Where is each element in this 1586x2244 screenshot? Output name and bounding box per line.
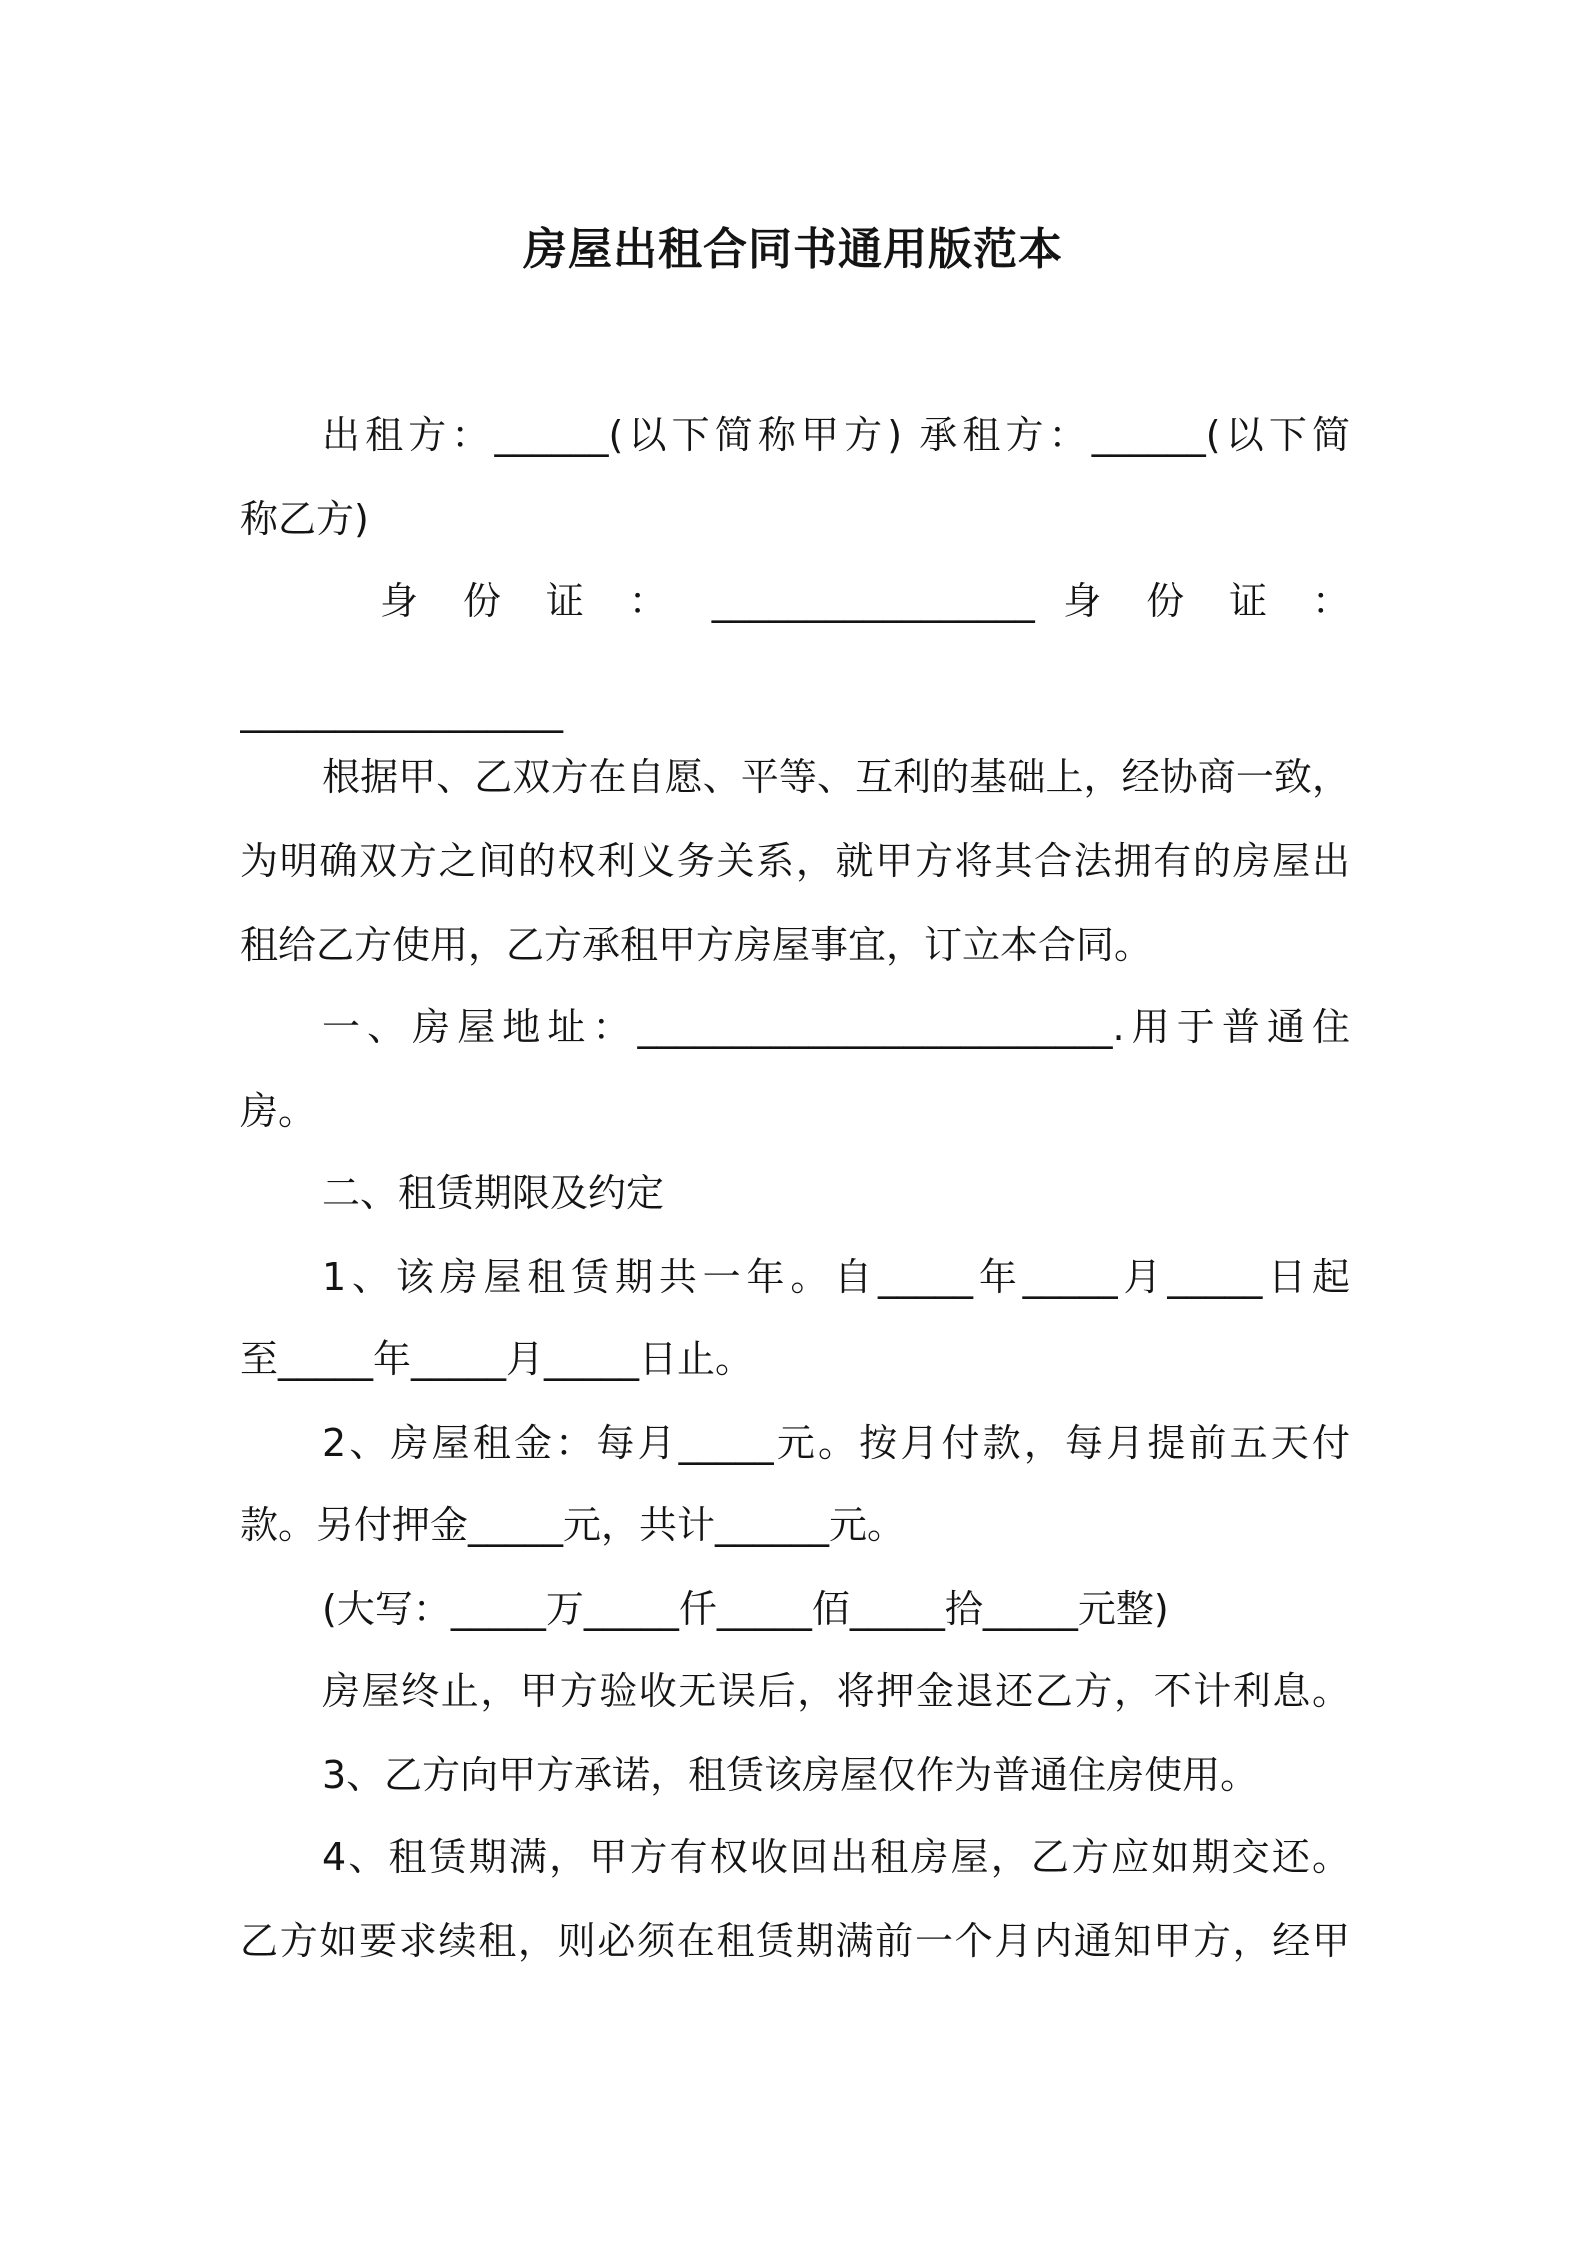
section-heading: 二、租赁期限及约定 bbox=[322, 1171, 665, 1215]
paragraph-line: 房。 bbox=[240, 1089, 317, 1133]
paragraph-line: 乙方如要求续租，则必须在租赁期满前一个月内通知甲方，经甲 bbox=[240, 1919, 1350, 1963]
paragraph-line: 称乙方) bbox=[240, 497, 369, 541]
paragraph-line: 租给乙方使用，乙方承租甲方房屋事宜，订立本合同。 bbox=[240, 923, 1153, 967]
paragraph-line: 房屋终止，甲方验收无误后，将押金退还乙方，不计利息。 bbox=[322, 1669, 1350, 1713]
paragraph-line: 根据甲、乙双方在自愿、平等、互利的基础上，经协商一致， bbox=[322, 755, 1350, 799]
document-title: 房屋出租合同书通用版范本 bbox=[523, 224, 1063, 275]
id-card-line: 身 份 证 ： _________________ 身 份 证 ： bbox=[380, 579, 1350, 623]
paragraph-line: 至_____年_____月_____日止。 bbox=[240, 1337, 754, 1381]
paragraph-line: 4、租赁期满，甲方有权收回出租房屋，乙方应如期交还。 bbox=[322, 1835, 1350, 1879]
id-card-blank-line: _________________ bbox=[240, 689, 563, 733]
paragraph-line: 款。另付押金_____元，共计______元。 bbox=[240, 1503, 906, 1547]
paragraph-line: (大写：_____万_____仟_____佰_____拾_____元整) bbox=[322, 1587, 1169, 1631]
paragraph-line: 为明确双方之间的权利义务关系，就甲方将其合法拥有的房屋出 bbox=[240, 839, 1350, 883]
paragraph-line: 1、该房屋租赁期共一年。自_____年_____月_____日起 bbox=[322, 1255, 1350, 1299]
paragraph-line: 2、房屋租金：每月_____元。按月付款，每月提前五天付 bbox=[322, 1421, 1350, 1465]
paragraph-line: 出租方：______(以下简称甲方) 承租方：______(以下简 bbox=[322, 413, 1350, 457]
paragraph-line: 一、房屋地址：_________________________.用于普通住 bbox=[322, 1005, 1350, 1049]
paragraph-line: 3、乙方向甲方承诺，租赁该房屋仅作为普通住房使用。 bbox=[322, 1753, 1259, 1797]
